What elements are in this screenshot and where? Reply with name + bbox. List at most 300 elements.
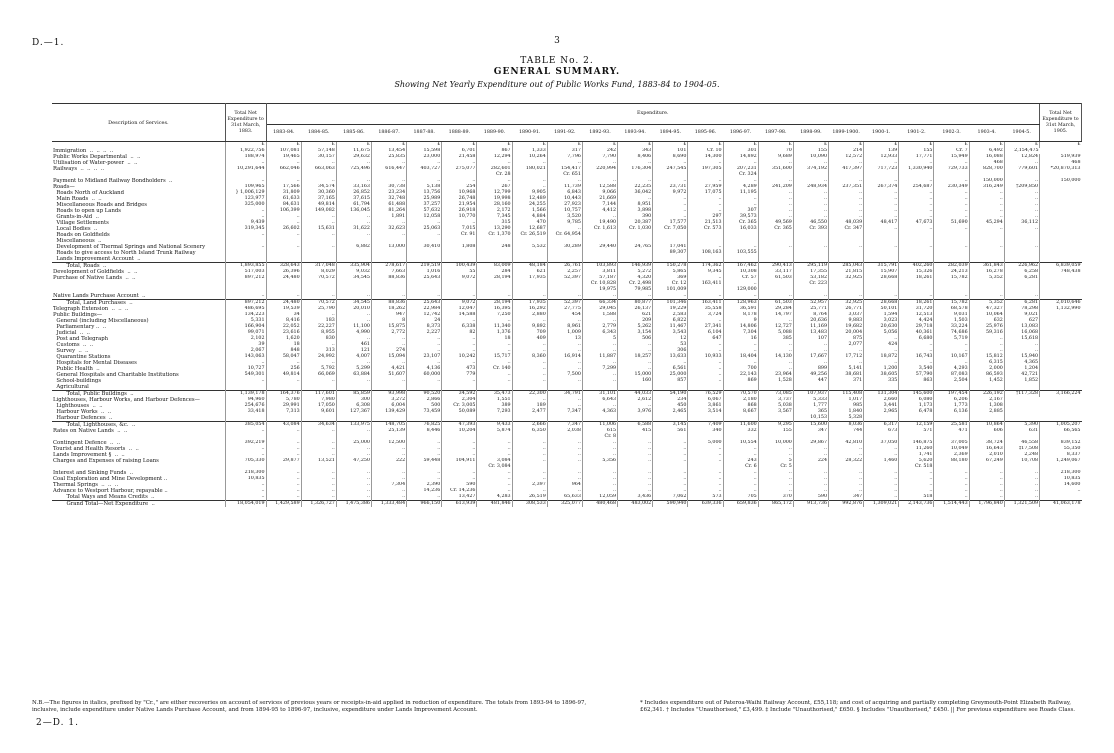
header-description: Description of Services.: [52, 104, 225, 142]
table-cell: ..: [829, 160, 864, 166]
table-cell: 164,376: [266, 391, 301, 398]
header-year: 1892-93.: [582, 125, 617, 142]
table-cell: 104,911: [442, 458, 477, 470]
table-cell: 402,260: [899, 263, 934, 270]
table-cell: 155: [793, 148, 828, 154]
table-cell: £: [336, 142, 371, 149]
table-cell: 15,949: [934, 154, 969, 160]
table-cell: ..: [547, 488, 582, 494]
table-cell: ..: [864, 244, 899, 263]
table-cell: ‡17,508: [1004, 446, 1039, 452]
table-cell: 101: [653, 148, 688, 154]
table-cell: 70,572: [301, 300, 336, 307]
table-cell: 25,835: [371, 154, 406, 160]
table-cell: 3,737 5,038 3,567: [758, 397, 793, 422]
table-cell: ..: [899, 476, 934, 482]
table-cell: 22,235 36,042 .. 8,951 3,898 390 20,387 Cr. 1,030: [618, 184, 653, 244]
table-cell: ..: [225, 488, 266, 494]
table-cell: ..: [477, 488, 512, 494]
table-cell: £: [758, 142, 793, 149]
table-cell: 6,281: [1004, 275, 1039, 293]
table-cell: ..: [266, 440, 301, 446]
table-cell: 14,300: [688, 154, 723, 160]
table-cell: 6,080 1,173 6,478: [899, 397, 934, 422]
table-cell: 11,260: [899, 446, 934, 452]
table-cell: 10,708: [1004, 458, 1039, 470]
table-cell: 2,880 .. 9,892 709 409 .. .. 8,360 .. .. .. ..: [512, 312, 547, 391]
table-cell: ..: [371, 488, 406, 494]
table-cell: ..: [477, 160, 512, 166]
table-cell: ..: [758, 452, 793, 458]
table-cell: ..: [793, 482, 828, 488]
table-cell: 267,374 .. .. .. .. .. 48,417 ..: [864, 184, 899, 244]
table-cell: ..: [512, 440, 547, 446]
header-year: 1884-85.: [301, 125, 336, 142]
table-cell: ..: [1004, 178, 1039, 184]
table-cell: ..: [653, 452, 688, 458]
table-title: GENERAL SUMMARY.: [493, 67, 621, 77]
table-cell: £: [1004, 142, 1039, 149]
table-cell: 5,356: [582, 458, 617, 470]
table-cell: 662,046: [266, 166, 301, 178]
table-cell: ..: [1004, 470, 1039, 476]
header-year: 1890-91.: [512, 125, 547, 142]
table-cell: ..: [477, 440, 512, 446]
table-cell: 34,545: [336, 300, 371, 307]
row-description: Development of Goldfields .. ..: [53, 269, 138, 275]
table-cell: 134,223 5,331 166,904 99,071 2,102 39 2,067 143,063 .. 10,727 549,301 ..: [225, 312, 266, 391]
header-year: 1893-94.: [618, 125, 653, 142]
table-cell: 867: [477, 148, 512, 154]
table-cell: 301: [723, 148, 758, 154]
footnote-right: * Includes expenditure out of Pateroa-Waihi Railway Account, £55,118; and cost of acquiring and partially completing Greymouth-Point Elizabeth Railway, £62,341. † Includes "Unauthorised," £3,499. ‡ Include "Unauthorised," £650. § Includes "Unauthorised," £450. || For previous expenditure see Roads Class.: [640, 700, 1076, 713]
table-cell: 150,000: [969, 178, 1004, 184]
table-cell: 25,000: [336, 440, 371, 446]
table-cell: 14,892: [723, 154, 758, 160]
table-cell: 14,236: [407, 488, 442, 494]
table-cell: 590,940: [653, 501, 688, 508]
table-cell: 9,031 1,503 33,224 74,686 5,719 .. .. 10,167 .. 4,293 87,083 2,504: [934, 312, 969, 391]
table-row: [52, 428, 1082, 440]
table-cell: 673: [864, 428, 899, 440]
table-cell: 44,033: [618, 391, 653, 398]
table-cell: ..: [864, 476, 899, 482]
page-number: 3: [554, 36, 560, 46]
table-cell: 41,063,178: [1040, 501, 1082, 508]
table-cell: ..: [301, 470, 336, 476]
table-cell: 25,643: [407, 300, 442, 307]
table-cell: 34 8,416 22,052 23,616 1,620 18 848 58,047 .. 256 49,814 ..: [266, 312, 301, 391]
table-cell: 5,333 1,777 365 10,153: [793, 397, 828, 422]
table-cell: ..: [547, 452, 582, 458]
table-cell: 717,723: [864, 166, 899, 178]
table-cell: ..: [266, 178, 301, 184]
table-cell: .. 9,905 12,489 24,255 1,566 4,884 470 12,687 Cr. 26,519: [512, 184, 547, 244]
table-cell: 1,005,207: [1040, 422, 1082, 429]
table-cell: 16,395: [477, 306, 512, 312]
header-year: 1901-2.: [899, 125, 934, 142]
table-cell: 29,284: [758, 306, 793, 312]
table-cell: 150,000: [1040, 178, 1082, 184]
table-cell: 224: [793, 458, 828, 470]
table-cell: Cr. 57 .. 129,000: [723, 275, 758, 293]
table-cell: ..: [723, 293, 758, 300]
table-cell: 6,206 1,773 6,136: [934, 397, 969, 422]
table-cell: 254,687 .. .. .. .. .. 47,673 ..: [899, 184, 934, 244]
table-cell: ..: [547, 470, 582, 476]
table-cell: 571: [899, 428, 934, 440]
table-cell: 67,249: [969, 458, 1004, 470]
table-cell: .. 189 2,477: [512, 397, 547, 422]
table-cell: ..: [225, 244, 266, 263]
table-cell: 1,514,443: [934, 501, 969, 508]
table-cell: 5,000: [688, 440, 723, 446]
table-cell: ..: [934, 482, 969, 488]
table-cell: ..: [225, 178, 266, 184]
table-cell: 748,438: [1040, 269, 1082, 275]
table-cell: 1,132,990: [1040, 306, 1082, 312]
table-cell: 52,397: [547, 275, 582, 293]
table-cell: ..: [301, 488, 336, 494]
table-cell: ..: [829, 452, 864, 458]
table-cell: ..: [969, 494, 1004, 501]
table-cell: ..: [582, 293, 617, 300]
table-cell: ..: [301, 482, 336, 488]
table-cell: 325,077: [547, 501, 582, 508]
table-cell: 5,390: [1004, 422, 1039, 429]
table-cell: 29,045: [582, 306, 617, 312]
table-cell: ..: [301, 293, 336, 300]
table-cell: 101,346: [653, 300, 688, 307]
table-cell: ..: [653, 160, 688, 166]
table-cell: 2,167 1,308 2,885: [969, 397, 1004, 422]
table-cell: ..: [512, 476, 547, 482]
table-cell: 73,085: [758, 391, 793, 398]
table-cell: 5,532: [512, 244, 547, 263]
table-cell: ..: [793, 178, 828, 184]
row-description: Development of Thermal Springs and National Scenery Roads to give access to North Island Trunk Railway Lands Improvement Account ..: [56, 244, 206, 262]
table-cell: 13,000: [371, 244, 406, 263]
table-cell: ..: [969, 470, 1004, 476]
table-cell: 5 Cr. 5: [758, 458, 793, 470]
table-cell: 992,876: [829, 501, 864, 508]
header-year: 1886-87.: [371, 125, 406, 142]
header-expenditure: Expenditure.: [266, 104, 1040, 125]
table-cell: ..: [442, 446, 477, 452]
table-cell: 139: [864, 148, 899, 154]
table-cell: ..: [793, 488, 828, 494]
table-cell: 278,617: [371, 263, 406, 270]
table-cell: ..: [653, 293, 688, 300]
table-cell: ..: [547, 440, 582, 446]
table-cell: 155: [899, 148, 934, 154]
table-cell: 12,824: [1004, 154, 1039, 160]
table-cell: ..: [301, 494, 336, 501]
table-row: [52, 244, 1082, 263]
table-cell: ..: [653, 470, 688, 476]
header-year: 1894-95.: [653, 125, 688, 142]
table-cell: 9,295: [758, 422, 793, 429]
table-cell: 46,558: [1004, 440, 1039, 446]
table-cell: 61,503: [758, 275, 793, 293]
table-cell: £: [301, 142, 336, 149]
table-cell: Cr. 14,236: [442, 488, 477, 494]
table-cell: 180,021: [512, 166, 547, 178]
table-cell: £: [793, 142, 828, 149]
table-cell: ..: [266, 494, 301, 501]
table-cell: 2,010,646: [1040, 300, 1082, 307]
table-cell: 7,796: [547, 154, 582, 160]
table-cell: 417,397: [829, 166, 864, 178]
table-cell: 12,933: [864, 154, 899, 160]
row-description: Charges and Expenses of raising Loans: [53, 458, 159, 464]
table-cell: 36,591: [723, 306, 758, 312]
table-cell: 25,643: [407, 275, 442, 293]
table-cell: 14,588 .. 6,338 82 .. .. .. 10,242 .. 473 779 ..: [442, 312, 477, 391]
table-cell: 83,009: [477, 263, 512, 270]
table-cell: £: [969, 142, 1004, 149]
table-cell: 3,811: [582, 269, 617, 275]
table-cell: 6,839,059: [1040, 263, 1082, 270]
table-cell: ..: [618, 476, 653, 482]
table-cell: ..: [829, 476, 864, 482]
table-cell: 32,925: [829, 300, 864, 307]
table-cell: 2,154,475: [1004, 148, 1039, 154]
table-cell: 100,439: [442, 263, 477, 270]
table-cell: 7,347: [547, 422, 582, 429]
table-cell: 15,598: [407, 148, 442, 154]
table-cell: 28,322: [829, 458, 864, 470]
table-cell: 197,454: [934, 391, 969, 398]
table-cell: 21,458: [442, 154, 477, 160]
table-cell: ..: [442, 293, 477, 300]
table-cell: 15,782: [934, 300, 969, 307]
table-cell: ..: [371, 494, 406, 501]
table-cell: 1,309,021: [864, 501, 899, 508]
table-cell: 8,446: [407, 428, 442, 440]
table-cell: 267 12,799 19,998 28,160 2,172 7,345 315 13,290 Cr. 1,370: [477, 184, 512, 244]
table-cell: ..: [758, 446, 793, 452]
table-cell: 7,304: [371, 482, 406, 488]
table-cell: [1040, 312, 1082, 391]
table-cell: £: [1040, 142, 1082, 149]
table-cell: ..: [653, 458, 688, 470]
table-cell: 30,738 23,234 32,748 61,488 81,264 1,891 .. 32,623 ..: [371, 184, 406, 244]
table-cell: 24,480: [266, 300, 301, 307]
header-year: 1898-99.: [793, 125, 828, 142]
table-cell: 26,396: [266, 269, 301, 275]
table-cell: 966,150: [407, 501, 442, 508]
table-cell: 2,180 868 8,667: [723, 397, 758, 422]
table-cell: 26,519: [512, 494, 547, 501]
table-cell: 335,904: [336, 263, 371, 270]
table-cell: ..: [266, 452, 301, 458]
table-cell: 779,601: [1004, 166, 1039, 178]
row-description: Interest and Sinking Funds ..: [53, 470, 134, 476]
table-cell: ..: [1004, 494, 1039, 501]
table-cell: 90,520: [407, 391, 442, 398]
table-cell: 590: [442, 482, 477, 488]
table-cell: ..: [301, 446, 336, 452]
table-cell: 25,139: [371, 428, 406, 440]
table-cell: 10,291,644: [225, 166, 266, 178]
table-cell: 65,633: [547, 494, 582, 501]
header-year: 1899-1900.: [829, 125, 864, 142]
table-cell: 29,440: [582, 244, 617, 263]
table-number: TABLE No. 2.: [520, 56, 594, 66]
table-cell: 167,462: [723, 263, 758, 270]
table-cell: 12,500: [371, 440, 406, 446]
table-cell: £: [477, 142, 512, 149]
table-cell: 15,326: [899, 269, 934, 275]
table-cell: 8,337: [1040, 452, 1082, 458]
table-cell: 133,975: [336, 422, 371, 429]
table-cell: 613,939: [442, 501, 477, 508]
table-cell: 88,836: [371, 300, 406, 307]
table-cell: 454 .. 8,961 1,009 13 .. .. 16,914 .. .. 7,500 ..: [547, 312, 582, 391]
table-cell: 29,877: [266, 458, 301, 470]
table-cell: 392,219: [225, 440, 266, 446]
header-year: 1904-5.: [1004, 125, 1039, 142]
table-cell: 31,101: [582, 391, 617, 398]
table-cell: ..: [934, 178, 969, 184]
table-cell: ..: [618, 160, 653, 166]
table-cell: 33,117: [758, 269, 793, 275]
table-cell: ..: [477, 293, 512, 300]
table-cell: ..: [582, 482, 617, 488]
table-cell: 615 Cr. 8: [582, 428, 617, 440]
table-cell: 94,960 254,676 33,418: [225, 397, 266, 422]
table-cell: ..: [336, 446, 371, 452]
table-cell: 2,010: [969, 452, 1004, 458]
table-cell: 10,835: [225, 476, 266, 482]
table-cell: 7,790: [582, 154, 617, 160]
table-cell: 590: [793, 494, 828, 501]
table-cell: ..: [477, 482, 512, 488]
page-footer: 2—D. 1.: [36, 718, 79, 728]
table-cell: ..: [371, 452, 406, 458]
table-cell: ..: [829, 446, 864, 452]
table-cell: 222: [371, 458, 406, 470]
table-cell: ..: [864, 160, 899, 166]
row-description: Tourist and Health Resorts .. ..: [53, 446, 139, 452]
table-cell: ..: [934, 293, 969, 300]
table-cell: ..: [266, 446, 301, 452]
table-cell: 17,041 89,307: [653, 244, 688, 263]
table-cell: ..: [266, 244, 301, 263]
table-cell: 385,054: [225, 422, 266, 429]
table-cell: 2,369: [934, 452, 969, 458]
table-cell: 22,300: [512, 391, 547, 398]
table-cell: 27,959 17,075 .. .. .. 297 21,513 Cr. 573: [688, 184, 723, 244]
table-cell: ..: [618, 470, 653, 476]
table-cell: 150,278: [653, 263, 688, 270]
table-cell: 518: [899, 494, 934, 501]
table-cell: 34,791: [547, 391, 582, 398]
table-cell: ..: [899, 293, 934, 300]
table-cell: 12,588 9,066 21,669 7,144 4,412 .. 19,490 Cr. 1,613: [582, 184, 617, 244]
table-cell: 80,877: [618, 300, 653, 307]
table-cell: 38,724: [969, 440, 1004, 446]
table-cell: 54,190: [653, 391, 688, 398]
table-cell: 1,326,727: [301, 501, 336, 508]
table-cell: ..: [407, 293, 442, 300]
table-cell: 897,212: [225, 275, 266, 293]
header-year: 1903-4.: [969, 125, 1004, 142]
table-cell: 705: [723, 494, 758, 501]
table-cell: 15,782: [934, 275, 969, 293]
expenditure-table: [52, 103, 1082, 507]
table-cell: 282,601 Cr. 28: [477, 166, 512, 178]
table-cell: ..: [934, 494, 969, 501]
table-cell: 218,300: [1040, 470, 1082, 476]
table-cell: 9,072: [442, 275, 477, 293]
header-year: 1891-92.: [547, 125, 582, 142]
table-cell: 275,077: [442, 166, 477, 178]
table-cell: 12,047: [442, 306, 477, 312]
table-cell: 248,934 .. .. .. .. .. 46,550 Cr. 393: [793, 184, 828, 244]
table-cell: 370: [758, 494, 793, 501]
table-cell: 52,397: [547, 300, 582, 307]
header-year: 1887-88.: [407, 125, 442, 142]
table-cell: 248: [477, 244, 512, 263]
table-cell: 5,352: [969, 300, 1004, 307]
table-cell: 66,565: [1040, 428, 1082, 440]
table-cell: 10,308: [723, 269, 758, 275]
table-cell: ..: [723, 488, 758, 494]
table-cell: ..: [723, 482, 758, 488]
table-cell: ..: [477, 446, 512, 452]
table-cell: 729,733: [934, 166, 969, 178]
table-cell: 1,017 985 1,840 5,328: [829, 397, 864, 422]
table-cell: 8,406: [618, 154, 653, 160]
header-year: 1889-90.: [477, 125, 512, 142]
table-cell: ..: [266, 476, 301, 482]
table-cell: 8,764 20,636 11,169 13,483 107 .. .. 17,667 .. 899 49,256 447: [793, 312, 828, 391]
table-cell: 18,261: [899, 275, 934, 293]
table-cell: 2,143,736: [899, 501, 934, 508]
table-cell: 519,939: [1040, 154, 1082, 160]
table-cell: 35,473: [477, 391, 512, 398]
table-cell: ..: [793, 446, 828, 452]
table-cell: ..: [758, 178, 793, 184]
row-description: Total, Roads ..: [52, 263, 225, 270]
table-cell: ..: [1004, 476, 1039, 482]
table-cell: 47,250: [336, 458, 371, 470]
table-cell: ..: [688, 488, 723, 494]
table-cell: 1,551 389 7,293: [477, 397, 512, 422]
table-cell: ..: [407, 446, 442, 452]
table-cell: 33,163 26,852 37,615 61,794 136,045 .. .. 31,622 ..: [336, 184, 371, 244]
table-cell: 616,447: [371, 166, 406, 178]
table-row: [52, 166, 1082, 178]
table-cell: 10,090: [793, 154, 828, 160]
table-cell: 11,600: [723, 422, 758, 429]
table-cell: 1,249,067: [1040, 458, 1082, 470]
table-cell: ..: [618, 458, 653, 470]
table-cell: ..: [899, 244, 934, 263]
table-cell: 207,231 Cr. 324: [723, 166, 758, 178]
table-cell: ..: [618, 293, 653, 300]
table-cell: 12,159: [899, 422, 934, 429]
table-cell: 29,632: [336, 154, 371, 160]
table-cell: 10,864: [969, 422, 1004, 429]
table-cell: ..: [371, 470, 406, 476]
table-cell: ..: [442, 452, 477, 458]
table-cell: 6,701: [442, 148, 477, 154]
row-description: Utilisation of Water-power .. ..: [53, 160, 138, 166]
table-cell: ..: [934, 488, 969, 494]
